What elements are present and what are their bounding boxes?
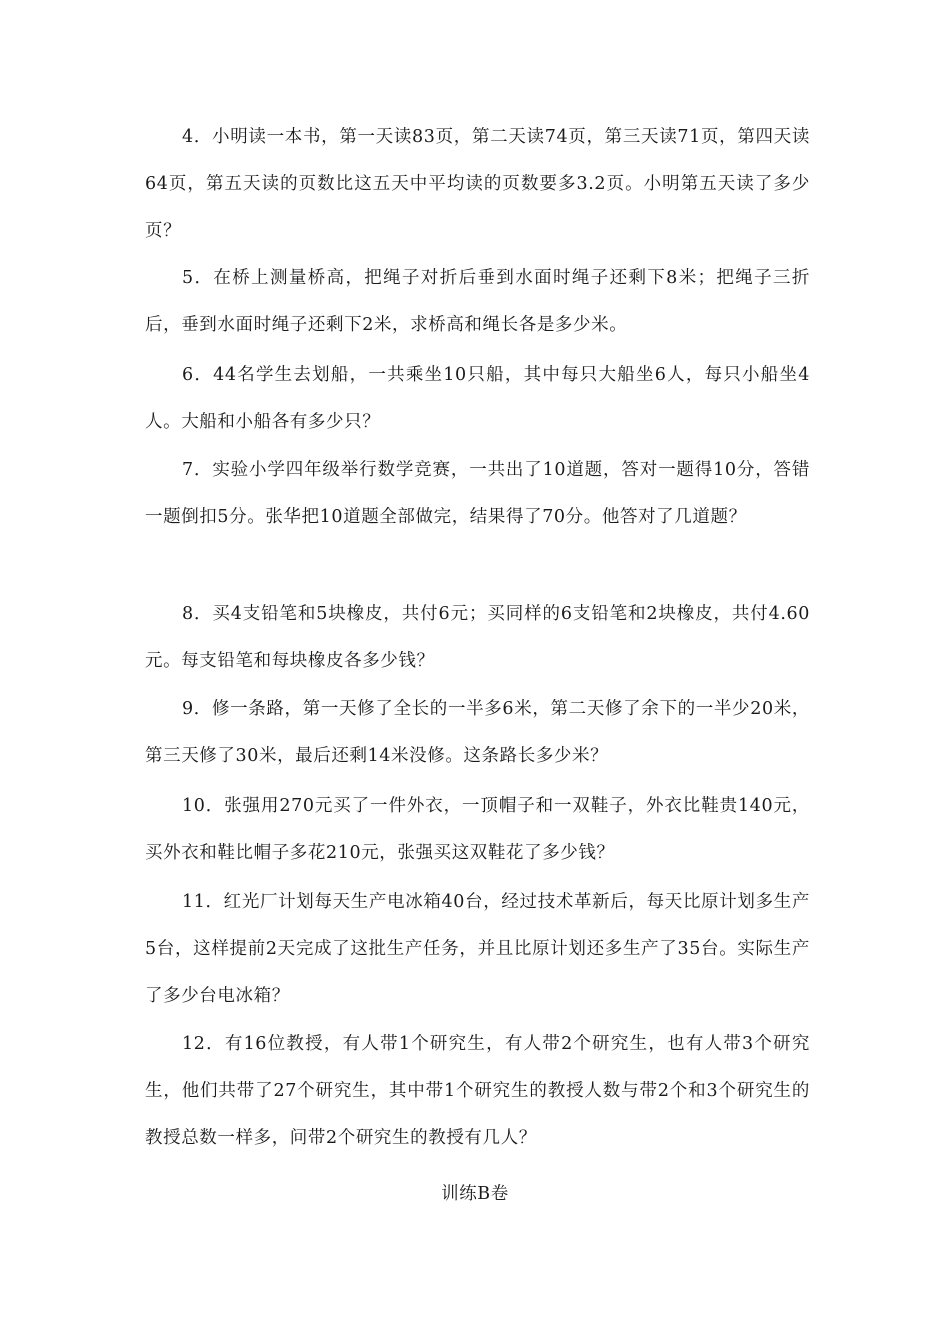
problem-6: 6．44名学生去划船，一共乘坐10只船，其中每只大船坐6人，每只小船坐4人。大船和小船各有多少只？ [145,365,810,432]
problem-11: 11．红光厂计划每天生产电冰箱40台，经过技术革新后，每天比原计划多生产5台，这样提前2天完成了这批生产任务，并且比原计划还多生产了35台。实际生产了多少台电冰箱？ [145,892,810,1006]
problem-7: 7．实验小学四年级举行数学竞赛，一共出了10道题，答对一题得10分，答错一题倒扣5分。张华把10道题全部做完，结果得了70分。他答对了几道题？ [145,460,810,527]
problem-8: 8．买4支铅笔和5块橡皮，共付6元；买同样的6支铅笔和2块橡皮，共付4.60元。每支铅笔和每块橡皮各多少钱？ [145,604,810,671]
problem-10: 10．张强用270元买了一件外衣，一顶帽子和一双鞋子，外衣比鞋贵140元，买外衣和鞋比帽子多花210元，张强买这双鞋花了多少钱？ [145,796,810,863]
problem-5: 5．在桥上测量桥高，把绳子对折后垂到水面时绳子还剩下8米；把绳子三折后，垂到水面时绳子还剩下2米，求桥高和绳长各是多少米。 [145,268,810,335]
problem-4: 4．小明读一本书，第一天读83页，第二天读74页，第三天读71页，第四天读64页，第五天读的页数比这五天中平均读的页数要多3.2页。小明第五天读了多少页？ [145,127,810,241]
section-title: 训练B卷 [441,1184,509,1204]
problem-12: 12．有16位教授，有人带1个研究生，有人带2个研究生，也有人带3个研究生，他们共带了27个研究生，其中带1个研究生的教授人数与带2个和3个研究生的教授总数一样多，问带2个研究生的教授有几人？ [145,1034,810,1148]
problem-9: 9．修一条路，第一天修了全长的一半多6米，第二天修了余下的一半少20米，第三天修了30米，最后还剩14米没修。这条路长多少米？ [145,699,810,766]
